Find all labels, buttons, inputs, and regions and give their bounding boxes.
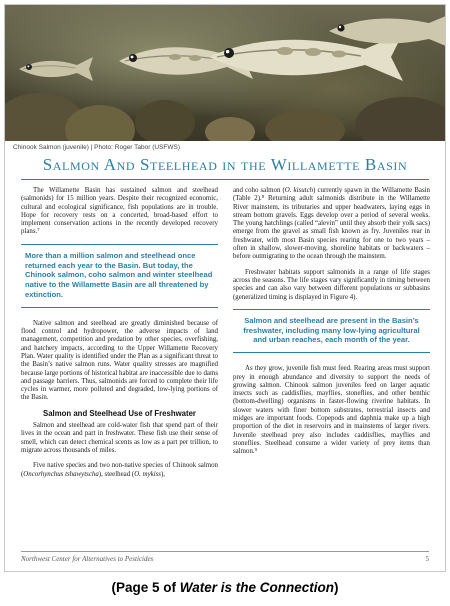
page-label	[0, 580, 450, 595]
fish-image	[325, 9, 445, 53]
salmon-photo	[5, 5, 445, 141]
publication-title: Water is the Connection	[179, 580, 335, 595]
species-name: O. kisutch	[284, 187, 314, 194]
paragraph	[21, 462, 218, 479]
text-run: (Page 5 of	[111, 580, 180, 595]
fish-image	[15, 53, 95, 85]
section-heading: Salmon and Steelhead Use of Freshwater	[43, 408, 196, 418]
text-run: ), steelhead (	[98, 470, 135, 478]
page-number: 5	[425, 555, 429, 563]
pebble-shape	[205, 117, 255, 141]
page-title: Salmon And Steelhead in the Willamette Basin	[42, 155, 408, 174]
text-run: Five native species and two non-native species of Chinook salmon (	[21, 462, 218, 478]
text-run: ),	[160, 470, 166, 478]
text-run: and coho salmon (	[233, 187, 285, 194]
text-run: ) currently spawn in the Willamette Basin (Table 2).⁸ Returning adult salmonids distribute in the Willamette River mainstem, its tributaries and upper headwaters, laying eggs in stream bottom gravels. Eggs develop over a period of several weeks. The young hatchlings (called “alevin” until they absorb their yolk sacs) emerge from the gravel as small fish known as fry. Juveniles rear in freshwater, with most Basin species rearing for one to two years – often in shallow, slower-moving, shoreline habitats or backwaters – before outmigrating to the ocean through the mainstem.	[233, 187, 430, 261]
footer-organization: Northwest Center for Alternatives to Pesticides	[21, 555, 154, 563]
right-column	[233, 187, 430, 464]
photo-caption: Chinook Salmon (juvenile) | Photo: Roger Tabor (USFWS)	[13, 144, 181, 151]
pull-quote: Salmon and steelhead are present in the Basin’s freshwater, including many low-lying agricultural and urban reaches, each month of the year.	[233, 309, 430, 353]
left-column	[21, 187, 218, 486]
paragraph: Freshwater habitats support salmonids in a range of life stages across the seasons. The life stages vary significantly in timing between species and can also vary between different populations or subbasins (generalized timing is displayed in Figure 4).	[233, 268, 430, 301]
footer-divider	[21, 551, 429, 552]
document-page	[4, 4, 446, 572]
pebble-shape	[265, 110, 345, 141]
pebble-shape	[135, 100, 195, 141]
paragraph: As they grow, juvenile fish must feed. Rearing areas must support prey in enough abundance and diversity to support the needs of growing salmon. Chinook salmon juveniles feed on larger aquatic insects such as caddisflies, mayflies, stoneflies, and other benthic (bottom-dwelling) organisms in faster-flowing riverine habitats. In slower waters with finer bottom substrates, terrestrial insects and midges are important foods. Copepods and daphnia make up a high proportion of the diet in reservoirs and in mainstems of larger rivers. Juvenile steelhead prey also includes caddisflies, mayflies and stoneflies. Steelhead consume a wider variety of prey items than salmon.⁹	[233, 365, 430, 456]
pebble-shape	[355, 97, 445, 141]
paragraph: The Willamette Basin has sustained salmon and steelhead (salmonids) for 15 million years. Despite their recognized economic, cultural and ecological significance, fish populations are in trouble. Hope for recovery rests on a concerted, broad-based effort to implement conservation actions in the recently developed recovery plans.⁷	[21, 187, 218, 236]
text-run: )	[334, 580, 339, 595]
species-name: O. mykiss	[134, 470, 161, 478]
title-divider	[21, 179, 429, 180]
pull-quote: More than a million salmon and steelhead once returned each year to the Basin. But today, the Chinook salmon, coho salmon and winter steelhead native to the Willamette Basin are all threatened by extinction.	[21, 244, 218, 308]
paragraph: Salmon and steelhead are cold-water fish that spend part of their lives in the ocean and part in freshwater. These fish use their sense of smell, which can detect chemical scents as low as a part per trillion, to migrate across thousands of miles.	[21, 422, 218, 454]
paragraph	[233, 187, 430, 262]
paragraph: Native salmon and steelhead are greatly diminished because of flood control and hydropower, the adverse impacts of land management, competition and predation by other species, overfishing, and hatchery impacts, according to the Upper Willamette Recovery Plan. Water quality is identified under the Plan as a significant threat to the Basin’s native salmon runs. Water quality stresses are magnified because large portions of historical habitat are inaccessible due to dams and passage barriers. Thus, salmonids are forced to complete their life cycles in warmer, more polluted and degraded, low-lying portions of the Basin.	[21, 319, 218, 402]
species-name: Oncorhynchus tshawytscha	[23, 470, 99, 478]
